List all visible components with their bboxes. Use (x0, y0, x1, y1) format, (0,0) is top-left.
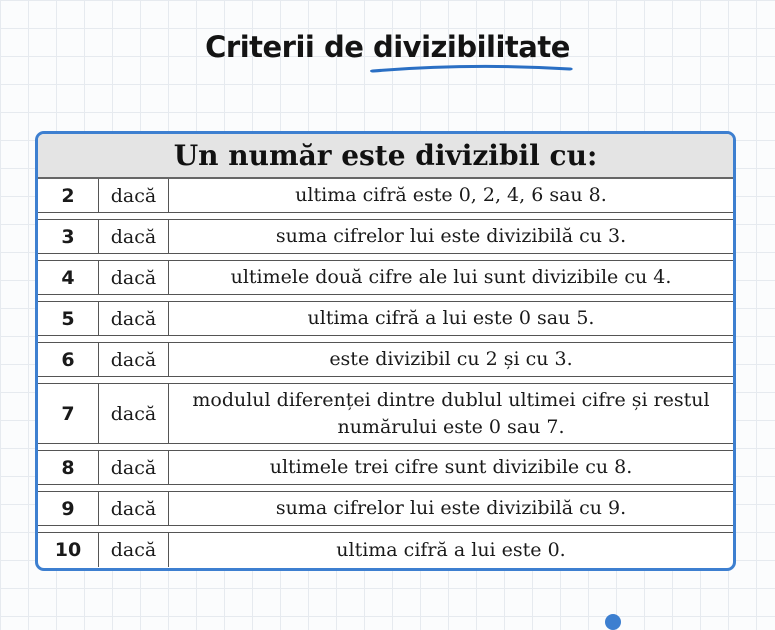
row-connector: dacă (99, 492, 169, 525)
row-separator (38, 485, 733, 492)
title-underline (369, 62, 574, 76)
row-number: 5 (38, 302, 99, 335)
row-separator (38, 295, 733, 302)
row-connector: dacă (99, 261, 169, 294)
decorative-dot (605, 614, 621, 630)
row-rule: ultimele trei cifre sunt divizibile cu 8. (269, 456, 633, 478)
row-separator (38, 254, 733, 261)
row-connector: dacă (99, 384, 169, 443)
title-part-2: divizibilitate (372, 30, 570, 64)
row-separator (38, 444, 733, 451)
row-rule: este divizibil cu 2 și cu 3. (329, 348, 573, 370)
row-number: 10 (38, 533, 99, 567)
row-connector: dacă (99, 220, 169, 253)
divisibility-table (35, 131, 736, 571)
table-header: Un număr este divizibil cu: (38, 134, 733, 179)
row-rule: suma cifrelor lui este divizibilă cu 3. (275, 225, 627, 247)
row-connector: dacă (99, 343, 169, 376)
row-separator (38, 377, 733, 384)
title-highlight (373, 30, 570, 64)
table-row (38, 302, 733, 336)
row-number: 4 (38, 261, 99, 294)
row-rule: ultima cifră este 0, 2, 4, 6 sau 8. (295, 184, 607, 206)
row-separator (38, 336, 733, 343)
row-number: 2 (38, 179, 99, 212)
table-row (38, 179, 733, 213)
table-row (38, 384, 733, 444)
table-row (38, 451, 733, 485)
row-connector: dacă (99, 302, 169, 335)
row-number: 3 (38, 220, 99, 253)
row-rule: ultima cifră a lui este 0. (336, 538, 566, 561)
row-rule: ultimele două cifre ale lui sunt divizibile cu 4. (230, 266, 672, 288)
row-connector: dacă (99, 533, 169, 567)
page-title (0, 30, 775, 64)
row-connector: dacă (99, 179, 169, 212)
row-number: 6 (38, 343, 99, 376)
row-separator (38, 213, 733, 220)
row-rule: suma cifrelor lui este divizibilă cu 9. (275, 497, 627, 519)
row-number: 7 (38, 384, 99, 443)
title-part-1: Criterii de (205, 30, 364, 64)
table-row (38, 220, 733, 254)
row-separator (38, 526, 733, 533)
row-rule: ultima cifră a lui este 0 sau 5. (307, 307, 595, 329)
table-row (38, 343, 733, 377)
table-row (38, 261, 733, 295)
row-number: 8 (38, 451, 99, 484)
row-number: 9 (38, 492, 99, 525)
table-row (38, 492, 733, 526)
table-row (38, 533, 733, 567)
row-connector: dacă (99, 451, 169, 484)
row-rule: modulul diferenței dintre dublul ultimei cifre și restul numărului este 0 sau 7. (192, 388, 710, 438)
